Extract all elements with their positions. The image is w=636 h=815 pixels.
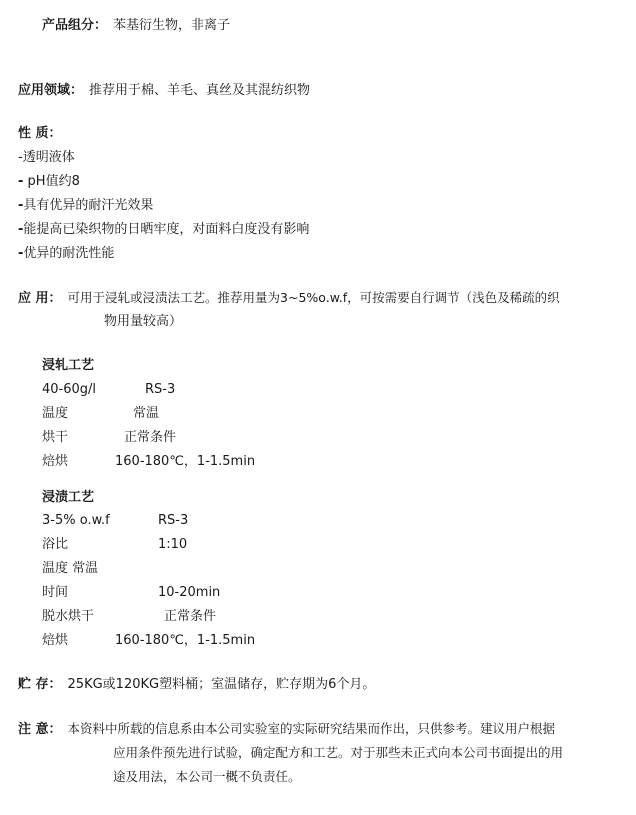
notice-line-3: 途及用法，本公司一概不负责任。 (113, 769, 301, 784)
usage-line-1: 可用于浸轧或浸渍法工艺。推荐用量为3~5%o.w.f，可按需要自行调节（浅色及稀疏的织 (67, 290, 560, 305)
process-row-name: 3-5% o.w.f (42, 513, 110, 528)
process-row-name: 烘干 (42, 430, 69, 445)
process-row-value: 10-20min (158, 585, 221, 600)
storage-label: 贮 存： (18, 677, 62, 692)
process-row-name: 温度 常温 (42, 561, 99, 576)
padding-process-title: 浸轧工艺 (42, 358, 95, 373)
process-row-value: 常温 (133, 406, 160, 421)
process-row-name: 温度 (42, 406, 69, 421)
notice-row (18, 720, 555, 739)
composition-label: 产品组分： (42, 18, 108, 33)
composition-value: 苯基衍生物，非离子 (113, 18, 231, 33)
process-row-value: 160-180℃，1-1.5min (115, 633, 256, 648)
process-row-value: RS-3 (145, 382, 176, 397)
application-field-label: 应用领域： (18, 83, 84, 98)
exhaust-process-title: 浸渍工艺 (42, 490, 95, 505)
process-row-name: 焙烘 (42, 454, 69, 469)
property-text: 具有优异的耐汗光效果 (23, 198, 154, 213)
notice-line-1: 本资料中所载的信息系由本公司实验室的实际研究结果而作出，只供参考。建议用户根据 (67, 721, 556, 736)
property-item (18, 197, 153, 215)
property-item (18, 221, 309, 239)
application-field-row (18, 82, 310, 100)
properties-label: 性 质： (18, 126, 62, 141)
property-text: 优异的耐洗性能 (23, 246, 115, 261)
usage-line-2: 物用量较高） (104, 314, 183, 329)
property-item (18, 245, 114, 263)
property-item (18, 149, 75, 167)
process-row-value: 1:10 (158, 537, 188, 552)
process-row-name: 焙烘 (42, 633, 69, 648)
usage-label: 应 用： (18, 291, 62, 306)
property-item (18, 173, 80, 191)
property-bullet: - (18, 150, 23, 165)
property-bullet: - (18, 174, 24, 189)
composition-row (42, 17, 230, 35)
property-bullet: - (18, 198, 24, 213)
notice-label: 注 意： (18, 722, 62, 737)
process-row-name: 脱水烘干 (42, 609, 95, 624)
storage-value: 25KG或120KG塑料桶；室温储存，贮存期为6个月。 (67, 677, 376, 692)
property-bullet: - (18, 222, 24, 237)
process-row-name: 时间 (42, 585, 69, 600)
process-row-name: 40-60g/l (42, 382, 97, 397)
property-text: 能提高已染织物的日晒牢度，对面料白度没有影响 (23, 222, 310, 237)
process-row-value: 160-180℃，1-1.5min (115, 454, 256, 469)
usage-row (18, 289, 560, 308)
notice-line-2: 应用条件预先进行试验，确定配方和工艺。对于那些未正式向本公司书面提出的用 (113, 745, 564, 760)
process-row-name: 浴比 (42, 537, 69, 552)
process-row-value: 正常条件 (164, 609, 217, 624)
property-text: pH值约8 (23, 174, 80, 189)
storage-row (18, 676, 375, 694)
property-text: 透明液体 (22, 150, 75, 165)
process-row-value: RS-3 (158, 513, 189, 528)
application-field-value: 推荐用于棉、羊毛、真丝及其混纺织物 (89, 83, 311, 98)
process-row-value: 正常条件 (124, 430, 177, 445)
property-bullet: - (18, 246, 24, 261)
